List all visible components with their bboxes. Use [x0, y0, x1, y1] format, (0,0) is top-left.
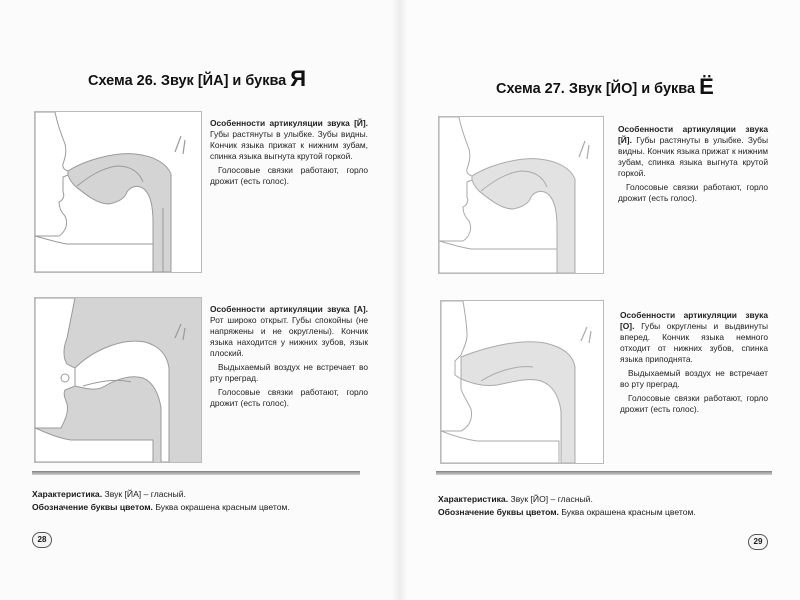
description-text: Губы округлены и выдвинуты вперед. Кончик языка немного отходит от нижних зубов, спинка языка приподнята.: [620, 321, 769, 364]
title-letter: Я: [290, 66, 307, 91]
divider: [436, 471, 772, 475]
articulation-diagram-y: [438, 116, 604, 274]
description-text: Губы растянуты в улыбке. Зубы видны. Кончик языка прижат к нижним зубам, спинка языка выгнута крутой горкой.: [618, 135, 768, 178]
description-voice: Голосовые связки работают, горло дрожит (есть голос).: [210, 165, 368, 186]
articulation-diagram-y: [34, 111, 202, 273]
articulation-diagram-o: [440, 300, 604, 464]
color-text: Буква окрашена красным цветом.: [561, 507, 696, 517]
divider: [32, 471, 360, 475]
articulation-description-a: [210, 304, 368, 412]
description-voice: Голосовые связки работают, горло дрожит (есть голос).: [620, 393, 768, 414]
articulation-description-y: [210, 118, 368, 190]
characteristic-text: Звук [ЙА] – гласный.: [104, 489, 186, 499]
color-label: Обозначение буквы цветом.: [438, 507, 559, 517]
characteristic-label: Характеристика.: [32, 489, 103, 499]
description-heading: Особенности артикуляции звука [Й].: [210, 118, 368, 128]
right-page: [400, 0, 800, 600]
color-label: Обозначение буквы цветом.: [32, 502, 153, 512]
characteristic-line: [32, 489, 186, 500]
description-air: Выдыхаемый воздух не встречает во рту преград.: [620, 368, 768, 389]
characteristic-label: Характеристика.: [438, 494, 509, 504]
title-letter: Ё: [699, 74, 714, 99]
articulation-description-o: [620, 310, 768, 418]
page-number: 28: [32, 532, 52, 548]
head-profile-icon: [35, 298, 201, 462]
description-heading: Особенности артикуляции звука [О].: [620, 310, 768, 331]
page-title: [88, 66, 306, 92]
articulation-diagram-a: [34, 297, 202, 463]
page-number: 29: [748, 534, 768, 550]
color-text: Буква окрашена красным цветом.: [155, 502, 290, 512]
characteristic-text: Звук [ЙО] – гласный.: [510, 494, 593, 504]
description-air: Выдыхаемый воздух не встречает во рту преград.: [210, 362, 368, 383]
description-heading: Особенности артикуляции звука [Й].: [618, 124, 768, 145]
color-line: [438, 507, 696, 518]
color-line: [32, 502, 290, 513]
title-prefix: Схема 26. Звук [ЙА] и буква: [88, 73, 287, 89]
book-gutter: [392, 0, 408, 600]
title-prefix: Схема 27. Звук [ЙО] и буква: [496, 81, 696, 97]
description-voice: Голосовые связки работают, горло дрожит (есть голос).: [210, 387, 368, 408]
description-heading: Особенности артикуляции звука [А].: [210, 304, 368, 314]
page-title: [496, 74, 714, 100]
description-text: Рот широко открыт. Губы спокойны (не напряжены и не округлены). Кончик языка находится у нижних зубов, язык плоский.: [210, 315, 368, 358]
head-profile-icon: [35, 112, 201, 272]
head-profile-icon: [439, 117, 603, 273]
head-profile-icon: [441, 301, 603, 463]
description-voice: Голосовые связки работают, горло дрожит (есть голос).: [618, 182, 768, 203]
characteristic-line: [438, 494, 593, 505]
description-text: Губы растянуты в улыбке. Зубы видны. Кончик языка прижат к нижним зубам, спинка языка выгнута крутой горкой.: [210, 129, 368, 161]
articulation-description-y: [618, 124, 768, 207]
